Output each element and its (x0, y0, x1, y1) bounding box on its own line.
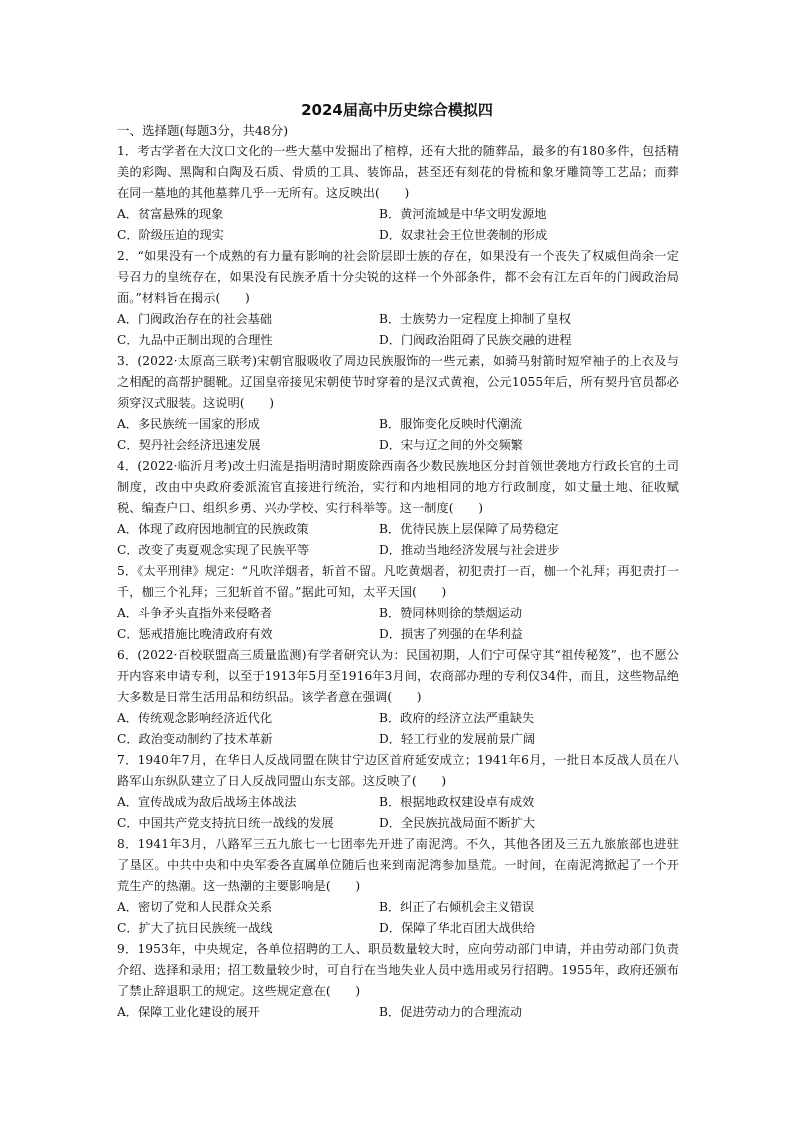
answer-option-c: C．扩大了抗日民族统一战线 (117, 921, 273, 935)
question-3 (117, 351, 679, 456)
answer-option-a: A．多民族统一国家的形成 (117, 417, 260, 431)
answer-option-d: D．宋与辽之间的外交频繁 (379, 438, 523, 452)
answer-option-a: A．体现了政府因地制宜的民族政策 (117, 522, 309, 536)
question-5 (117, 561, 679, 645)
answer-options (117, 1002, 679, 1023)
question-9 (117, 939, 679, 1023)
answer-options (117, 792, 679, 834)
answer-option-b: B．服饰变化反映时代潮流 (379, 417, 523, 431)
answer-option-b: B．赞同林则徐的禁烟运动 (379, 606, 523, 620)
answer-option-d: D．门阀政治阻碍了民族交融的进程 (379, 333, 572, 347)
question-2 (117, 246, 679, 351)
answer-option-a: A．斗争矛头直指外来侵略者 (117, 606, 273, 620)
question-stem: 3．(2022·太原高三联考)宋朝官服吸收了周边民族服饰的一些元素，如骑马射箭时短窄袖子的上衣及与之相配的高帮护腿靴。辽国皇帝接见宋朝使节时穿着的是汉式黄袍，公元1055年后，所有契丹官员都必须穿汉式服装。这说明( ) (117, 354, 679, 410)
answer-option-d: D．保障了华北百团大战供给 (379, 921, 536, 935)
question-stem: 1．考古学者在大汶口文化的一些大墓中发掘出了棺椁，还有大批的随葬品，最多的有180多件，包括精美的彩陶、黑陶和白陶及石质、骨质的工具、装饰品，甚至还有刻花的骨梳和象牙雕筒等工艺品；而葬在同一墓地的其他墓葬几乎一无所有。这反映出( ) (117, 144, 679, 200)
answer-option-c: C．契丹社会经济迅速发展 (117, 438, 261, 452)
answer-option-d: D．奴隶社会王位世袭制的形成 (379, 228, 548, 242)
question-stem: 2．“如果没有一个成熟的有力量有影响的社会阶层即士族的存在，如果没有一个丧失了权威但尚余一定号召力的皇统存在，如果没有民族矛盾十分尖锐的这样一个外部条件，都不会有江左百年的门阀政治局面。”材料旨在揭示( ) (117, 249, 679, 305)
answer-option-a: A．宣传战成为敌后战场主体战法 (117, 795, 297, 809)
page-title: 2024届高中历史综合模拟四 (301, 101, 493, 119)
answer-option-a: A．保障工业化建设的展开 (117, 1005, 260, 1019)
answer-option-d: D．推动当地经济发展与社会进步 (379, 543, 560, 557)
question-stem: 4．(2022·临沂月考)改土归流是指明清时期废除西南各少数民族地区分封首领世袭地方行政长官的土司制度，改由中央政府委派流官直接进行统治，实行和内地相同的地方行政制度，如丈量土地、征收赋税、编查户口、组织乡勇、兴办学校、实行科举等。这一制度( ) (117, 459, 679, 515)
answer-options (117, 309, 679, 351)
question-list (117, 141, 679, 1023)
answer-option-c: C．惩戒措施比晚清政府有效 (117, 627, 273, 641)
answer-option-b: B．黄河流域是中华文明发源地 (379, 207, 547, 221)
answer-option-c: C．中国共产党支持抗日统一战线的发展 (117, 816, 334, 830)
answer-option-c: C．改变了夷夏观念实现了民族平等 (117, 543, 310, 557)
question-stem: 7．1940年7月，在华日人反战同盟在陕甘宁边区首府延安成立；1941年6月，一批日本反战人员在八路军山东纵队建立了日人反战同盟山东支部。这反映了( ) (117, 753, 679, 788)
question-stem: 6．(2022·百校联盟高三质量监测)有学者研究认为：民国初期，人们宁可保守其“祖传秘笈”，也不愿公开内容来申请专利，以至于1913年5月至1916年3月间，农商部办理的专利仅34件，而且，这些物品绝大多数是日常生活用品和纺织品。该学者意在强调( ) (117, 648, 679, 704)
answer-option-b: B．士族势力一定程度上抑制了皇权 (379, 312, 571, 326)
answer-option-b: B．优待民族上层保障了局势稳定 (379, 522, 559, 536)
answer-options (117, 204, 679, 246)
answer-option-c: C．阶级压迫的现实 (117, 228, 224, 242)
section-heading: 一、选择题(每题3分，共48分) (117, 123, 289, 138)
answer-options (117, 603, 679, 645)
answer-option-d: D．全民族抗战局面不断扩大 (379, 816, 536, 830)
answer-option-a: A．传统观念影响经济近代化 (117, 711, 273, 725)
question-7 (117, 750, 679, 834)
answer-option-b: B．政府的经济立法严重缺失 (379, 711, 535, 725)
answer-option-a: A．门阀政治存在的社会基础 (117, 312, 273, 326)
answer-option-b: B．促进劳动力的合理流动 (379, 1005, 523, 1019)
question-1 (117, 141, 679, 246)
answer-options (117, 897, 679, 939)
question-4 (117, 456, 679, 561)
answer-option-d: D．轻工行业的发展前景广阔 (379, 732, 536, 746)
answer-option-c: C．九品中正制出现的合理性 (117, 333, 273, 347)
answer-options (117, 414, 679, 456)
question-stem: 8．1941年3月，八路军三五九旅七一七团率先开进了南泥湾。不久，其他各团及三五九旅旅部也进驻了垦区。中共中央和中央军委各直属单位随后也来到南泥湾参加垦荒。一时间，在南泥湾掀起了一个开荒生产的热潮。这一热潮的主要影响是( ) (117, 837, 679, 893)
question-stem: 5．《太平刑律》规定：“凡吹洋烟者，斩首不留。凡吃黄烟者，初犯责打一百，枷一个礼拜；再犯责打一千，枷三个礼拜；三犯斩首不留。”据此可知，太平天国( ) (117, 564, 679, 599)
answer-option-a: A．贫富悬殊的现象 (117, 207, 224, 221)
answer-options (117, 519, 679, 561)
answer-options (117, 708, 679, 750)
answer-option-b: B．纠正了右倾机会主义错误 (379, 900, 535, 914)
question-8 (117, 834, 679, 939)
answer-option-d: D．损害了列强的在华利益 (379, 627, 523, 641)
answer-option-c: C．政治变动制约了技术革新 (117, 732, 273, 746)
answer-option-a: A．密切了党和人民群众关系 (117, 900, 273, 914)
question-6 (117, 645, 679, 750)
question-stem: 9．1953年，中央规定，各单位招聘的工人、职员数量较大时，应向劳动部门申请，并由劳动部门负责介绍、选择和录用；招工数量较少时，可自行在当地失业人员中选用或另行招聘。1955年，政府还颁布了禁止辞退职工的规定。这些规定意在( ) (117, 942, 679, 998)
answer-option-b: B．根据地政权建设卓有成效 (379, 795, 535, 809)
